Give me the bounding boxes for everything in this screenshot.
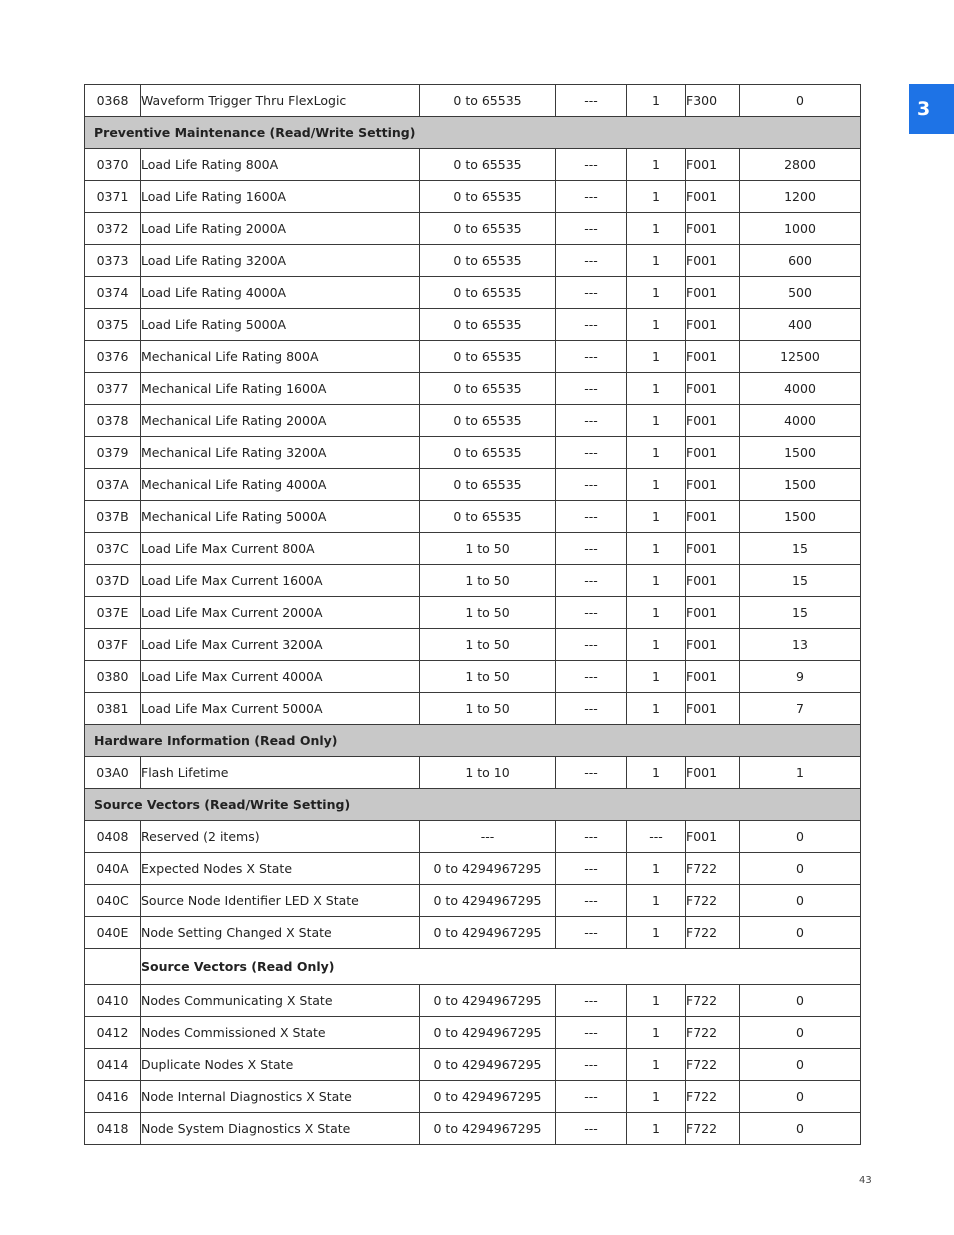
table-row: [85, 149, 861, 181]
item-name-cell: Mechanical Life Rating 5000A: [141, 501, 420, 533]
default-cell: 1500: [740, 469, 861, 501]
step-cell: 1: [627, 597, 686, 629]
format-cell: F001: [686, 661, 740, 693]
step-cell: 1: [627, 213, 686, 245]
item-name-cell: Mechanical Life Rating 1600A: [141, 373, 420, 405]
subsection-title: Source Vectors (Read Only): [141, 949, 861, 985]
units-cell: ---: [556, 85, 627, 117]
item-name-cell: Reserved (2 items): [141, 821, 420, 853]
table-row: [85, 245, 861, 277]
item-name-cell: Load Life Rating 1600A: [141, 181, 420, 213]
subsection-header-row: [85, 949, 861, 985]
section-title: Source Vectors (Read/Write Setting): [85, 789, 861, 821]
units-cell: ---: [556, 1113, 627, 1145]
range-cell: 0 to 65535: [420, 373, 556, 405]
format-cell: F001: [686, 149, 740, 181]
default-cell: 13: [740, 629, 861, 661]
units-cell: ---: [556, 853, 627, 885]
step-cell: 1: [627, 341, 686, 373]
address-cell: 037D: [85, 565, 141, 597]
range-cell: 1 to 50: [420, 629, 556, 661]
step-cell: 1: [627, 629, 686, 661]
range-cell: ---: [420, 821, 556, 853]
range-cell: 1 to 50: [420, 661, 556, 693]
format-cell: F001: [686, 213, 740, 245]
address-cell: 0378: [85, 405, 141, 437]
table-row: [85, 469, 861, 501]
default-cell: 1200: [740, 181, 861, 213]
format-cell: F001: [686, 629, 740, 661]
range-cell: 0 to 65535: [420, 469, 556, 501]
table-row: [85, 597, 861, 629]
step-cell: 1: [627, 85, 686, 117]
format-cell: F001: [686, 533, 740, 565]
item-name-cell: Load Life Rating 3200A: [141, 245, 420, 277]
item-name-cell: Duplicate Nodes X State: [141, 1049, 420, 1081]
units-cell: ---: [556, 1017, 627, 1049]
item-name-cell: Nodes Communicating X State: [141, 985, 420, 1017]
table-row: [85, 309, 861, 341]
chapter-tab: [909, 84, 954, 134]
units-cell: ---: [556, 469, 627, 501]
format-cell: F722: [686, 1081, 740, 1113]
table-row: [85, 757, 861, 789]
step-cell: 1: [627, 853, 686, 885]
address-cell: 0379: [85, 437, 141, 469]
section-header-row: [85, 789, 861, 821]
section-title: Preventive Maintenance (Read/Write Setting): [85, 117, 861, 149]
table-row: [85, 885, 861, 917]
item-name-cell: Load Life Rating 5000A: [141, 309, 420, 341]
table-row: [85, 1049, 861, 1081]
table-row: [85, 373, 861, 405]
range-cell: 0 to 65535: [420, 341, 556, 373]
step-cell: 1: [627, 693, 686, 725]
address-cell: 0377: [85, 373, 141, 405]
item-name-cell: Node Internal Diagnostics X State: [141, 1081, 420, 1113]
format-cell: F722: [686, 853, 740, 885]
units-cell: ---: [556, 1081, 627, 1113]
step-cell: 1: [627, 757, 686, 789]
item-name-cell: Mechanical Life Rating 4000A: [141, 469, 420, 501]
item-name-cell: Mechanical Life Rating 800A: [141, 341, 420, 373]
units-cell: ---: [556, 181, 627, 213]
item-name-cell: Load Life Max Current 2000A: [141, 597, 420, 629]
default-cell: 15: [740, 565, 861, 597]
default-cell: 2800: [740, 149, 861, 181]
item-name-cell: Node System Diagnostics X State: [141, 1113, 420, 1145]
address-cell: 0414: [85, 1049, 141, 1081]
default-cell: 12500: [740, 341, 861, 373]
default-cell: 4000: [740, 373, 861, 405]
units-cell: ---: [556, 437, 627, 469]
table-row: [85, 661, 861, 693]
format-cell: F722: [686, 1017, 740, 1049]
range-cell: 0 to 4294967295: [420, 885, 556, 917]
format-cell: F722: [686, 985, 740, 1017]
address-cell: 0368: [85, 85, 141, 117]
table-row: [85, 341, 861, 373]
format-cell: F001: [686, 341, 740, 373]
address-cell: 037C: [85, 533, 141, 565]
default-cell: 4000: [740, 405, 861, 437]
step-cell: 1: [627, 661, 686, 693]
item-name-cell: Load Life Max Current 5000A: [141, 693, 420, 725]
item-name-cell: Waveform Trigger Thru FlexLogic: [141, 85, 420, 117]
table-row: [85, 565, 861, 597]
default-cell: 7: [740, 693, 861, 725]
range-cell: 0 to 65535: [420, 213, 556, 245]
page-number: 43: [859, 1175, 872, 1186]
table-row: [85, 501, 861, 533]
range-cell: 0 to 4294967295: [420, 853, 556, 885]
range-cell: 0 to 65535: [420, 149, 556, 181]
address-cell: 037A: [85, 469, 141, 501]
address-cell: 0376: [85, 341, 141, 373]
format-cell: F001: [686, 501, 740, 533]
address-cell: 0381: [85, 693, 141, 725]
item-name-cell: Load Life Max Current 4000A: [141, 661, 420, 693]
address-cell: 040C: [85, 885, 141, 917]
format-cell: F001: [686, 405, 740, 437]
default-cell: 0: [740, 1017, 861, 1049]
step-cell: 1: [627, 437, 686, 469]
default-cell: 0: [740, 821, 861, 853]
range-cell: 0 to 4294967295: [420, 1113, 556, 1145]
units-cell: ---: [556, 501, 627, 533]
format-cell: F001: [686, 437, 740, 469]
format-cell: F001: [686, 469, 740, 501]
table-row: [85, 181, 861, 213]
table-row: [85, 85, 861, 117]
address-cell: 03A0: [85, 757, 141, 789]
table-row: [85, 853, 861, 885]
step-cell: 1: [627, 1049, 686, 1081]
default-cell: 15: [740, 597, 861, 629]
address-cell: 0370: [85, 149, 141, 181]
range-cell: 0 to 65535: [420, 309, 556, 341]
address-cell: 0408: [85, 821, 141, 853]
range-cell: 0 to 65535: [420, 501, 556, 533]
item-name-cell: Mechanical Life Rating 3200A: [141, 437, 420, 469]
format-cell: F300: [686, 85, 740, 117]
step-cell: 1: [627, 917, 686, 949]
units-cell: ---: [556, 757, 627, 789]
range-cell: 1 to 10: [420, 757, 556, 789]
range-cell: 0 to 65535: [420, 277, 556, 309]
item-name-cell: Load Life Max Current 800A: [141, 533, 420, 565]
section-header-row: [85, 725, 861, 757]
step-cell: 1: [627, 501, 686, 533]
item-name-cell: Flash Lifetime: [141, 757, 420, 789]
units-cell: ---: [556, 1049, 627, 1081]
section-header-row: [85, 117, 861, 149]
table-row: [85, 533, 861, 565]
table-row: [85, 437, 861, 469]
default-cell: 1: [740, 757, 861, 789]
units-cell: ---: [556, 373, 627, 405]
units-cell: ---: [556, 629, 627, 661]
units-cell: ---: [556, 213, 627, 245]
item-name-cell: Nodes Commissioned X State: [141, 1017, 420, 1049]
register-map-table: [84, 84, 861, 1145]
units-cell: ---: [556, 277, 627, 309]
item-name-cell: Load Life Rating 800A: [141, 149, 420, 181]
format-cell: F722: [686, 1049, 740, 1081]
range-cell: 0 to 4294967295: [420, 1081, 556, 1113]
range-cell: 0 to 4294967295: [420, 917, 556, 949]
default-cell: 0: [740, 885, 861, 917]
address-cell: 0371: [85, 181, 141, 213]
item-name-cell: Expected Nodes X State: [141, 853, 420, 885]
format-cell: F001: [686, 821, 740, 853]
table-row: [85, 821, 861, 853]
units-cell: ---: [556, 565, 627, 597]
item-name-cell: Mechanical Life Rating 2000A: [141, 405, 420, 437]
address-cell: 0418: [85, 1113, 141, 1145]
default-cell: 500: [740, 277, 861, 309]
step-cell: 1: [627, 533, 686, 565]
table-row: [85, 277, 861, 309]
address-cell: 040E: [85, 917, 141, 949]
step-cell: 1: [627, 245, 686, 277]
format-cell: F001: [686, 693, 740, 725]
default-cell: 0: [740, 853, 861, 885]
units-cell: ---: [556, 149, 627, 181]
table-row: [85, 1081, 861, 1113]
item-name-cell: Load Life Max Current 1600A: [141, 565, 420, 597]
default-cell: 1500: [740, 501, 861, 533]
step-cell: 1: [627, 1113, 686, 1145]
address-cell: 0373: [85, 245, 141, 277]
format-cell: F001: [686, 309, 740, 341]
format-cell: F001: [686, 373, 740, 405]
address-cell: 0374: [85, 277, 141, 309]
item-name-cell: Source Node Identifier LED X State: [141, 885, 420, 917]
item-name-cell: Load Life Rating 2000A: [141, 213, 420, 245]
step-cell: 1: [627, 985, 686, 1017]
default-cell: 1000: [740, 213, 861, 245]
range-cell: 0 to 65535: [420, 437, 556, 469]
item-name-cell: Load Life Rating 4000A: [141, 277, 420, 309]
format-cell: F001: [686, 565, 740, 597]
step-cell: 1: [627, 1081, 686, 1113]
step-cell: 1: [627, 885, 686, 917]
section-title: Hardware Information (Read Only): [85, 725, 861, 757]
default-cell: 0: [740, 85, 861, 117]
item-name-cell: Load Life Max Current 3200A: [141, 629, 420, 661]
default-cell: 0: [740, 1113, 861, 1145]
address-cell: 0380: [85, 661, 141, 693]
address-cell: 0372: [85, 213, 141, 245]
table-row: [85, 629, 861, 661]
step-cell: 1: [627, 1017, 686, 1049]
format-cell: F001: [686, 277, 740, 309]
format-cell: F001: [686, 597, 740, 629]
step-cell: 1: [627, 405, 686, 437]
units-cell: ---: [556, 405, 627, 437]
default-cell: 15: [740, 533, 861, 565]
units-cell: ---: [556, 917, 627, 949]
address-cell: 0375: [85, 309, 141, 341]
address-cell: 040A: [85, 853, 141, 885]
table-row: [85, 693, 861, 725]
table-row: [85, 405, 861, 437]
units-cell: ---: [556, 821, 627, 853]
step-cell: 1: [627, 373, 686, 405]
address-cell: 037E: [85, 597, 141, 629]
address-cell: 0410: [85, 985, 141, 1017]
default-cell: 0: [740, 985, 861, 1017]
empty-cell: [85, 949, 141, 985]
address-cell: 037B: [85, 501, 141, 533]
units-cell: ---: [556, 661, 627, 693]
table-row: [85, 1113, 861, 1145]
units-cell: ---: [556, 597, 627, 629]
table-row: [85, 985, 861, 1017]
units-cell: ---: [556, 533, 627, 565]
units-cell: ---: [556, 985, 627, 1017]
range-cell: 1 to 50: [420, 597, 556, 629]
range-cell: 1 to 50: [420, 533, 556, 565]
units-cell: ---: [556, 309, 627, 341]
step-cell: 1: [627, 565, 686, 597]
range-cell: 0 to 4294967295: [420, 1049, 556, 1081]
range-cell: 1 to 50: [420, 565, 556, 597]
format-cell: F001: [686, 757, 740, 789]
range-cell: 0 to 65535: [420, 405, 556, 437]
default-cell: 0: [740, 1081, 861, 1113]
units-cell: ---: [556, 245, 627, 277]
step-cell: 1: [627, 277, 686, 309]
format-cell: F722: [686, 1113, 740, 1145]
format-cell: F722: [686, 917, 740, 949]
range-cell: 0 to 65535: [420, 85, 556, 117]
item-name-cell: Node Setting Changed X State: [141, 917, 420, 949]
range-cell: 1 to 50: [420, 693, 556, 725]
range-cell: 0 to 65535: [420, 245, 556, 277]
step-cell: 1: [627, 469, 686, 501]
step-cell: 1: [627, 309, 686, 341]
address-cell: 0416: [85, 1081, 141, 1113]
format-cell: F722: [686, 885, 740, 917]
range-cell: 0 to 4294967295: [420, 985, 556, 1017]
table-row: [85, 213, 861, 245]
range-cell: 0 to 4294967295: [420, 1017, 556, 1049]
range-cell: 0 to 65535: [420, 181, 556, 213]
default-cell: 600: [740, 245, 861, 277]
address-cell: 037F: [85, 629, 141, 661]
format-cell: F001: [686, 181, 740, 213]
step-cell: 1: [627, 181, 686, 213]
default-cell: 9: [740, 661, 861, 693]
units-cell: ---: [556, 341, 627, 373]
table-row: [85, 917, 861, 949]
units-cell: ---: [556, 885, 627, 917]
chapter-number: 3: [917, 98, 931, 120]
format-cell: F001: [686, 245, 740, 277]
default-cell: 1500: [740, 437, 861, 469]
step-cell: ---: [627, 821, 686, 853]
table-row: [85, 1017, 861, 1049]
default-cell: 0: [740, 1049, 861, 1081]
step-cell: 1: [627, 149, 686, 181]
address-cell: 0412: [85, 1017, 141, 1049]
units-cell: ---: [556, 693, 627, 725]
default-cell: 0: [740, 917, 861, 949]
default-cell: 400: [740, 309, 861, 341]
